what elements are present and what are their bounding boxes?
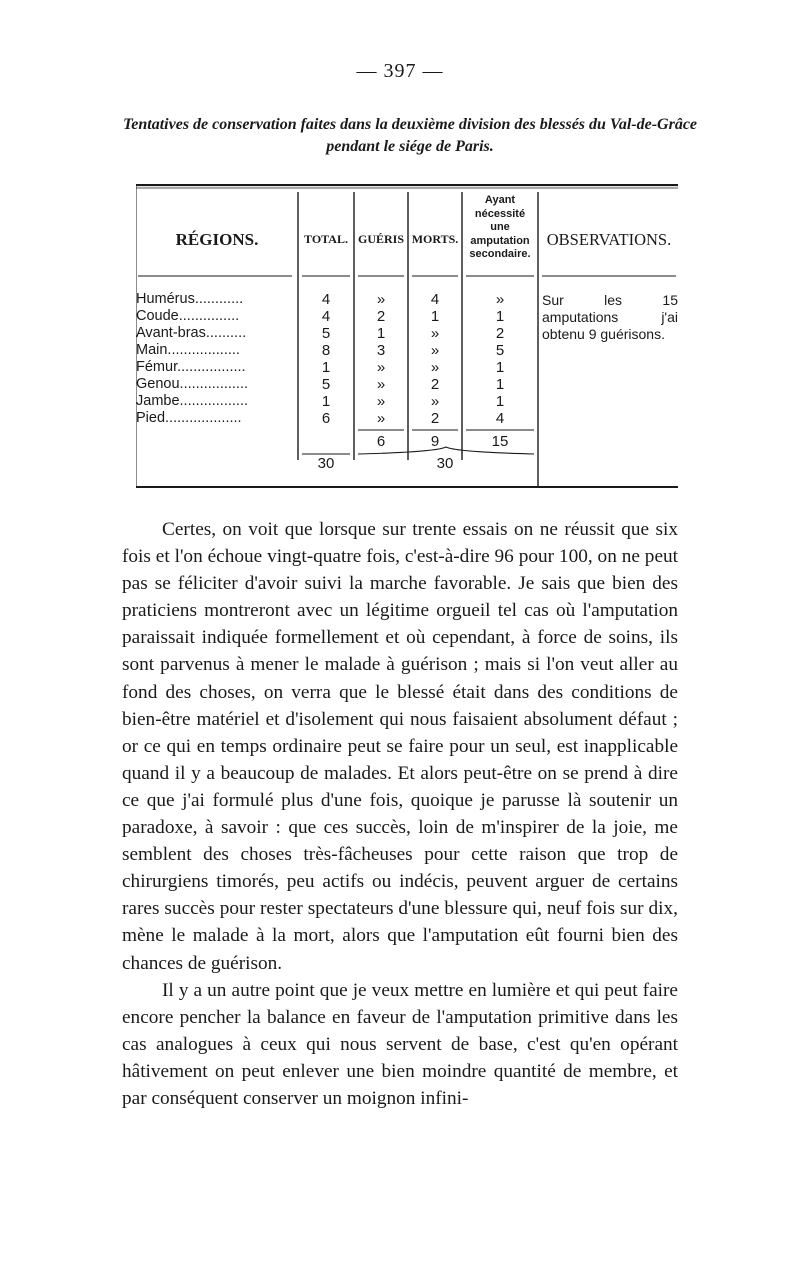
- region-label: Fémur.................: [136, 360, 246, 375]
- morts-value: 2: [430, 376, 440, 393]
- header-morts: MORTS.: [411, 232, 459, 246]
- total-value: 5: [321, 376, 331, 393]
- region-label: Genou.................: [136, 377, 249, 392]
- amputation-value: 1: [495, 359, 505, 376]
- morts-value: »: [430, 359, 440, 376]
- region-label: Jambe.................: [136, 394, 249, 409]
- morts-value: 2: [430, 410, 440, 427]
- morts-value: »: [430, 342, 440, 359]
- observation-note: Sur les 15 amputations j'ai obtenu 9 guérisons.: [542, 292, 678, 342]
- gueris-value: »: [376, 291, 386, 308]
- subtotal-gueris: 6: [376, 433, 386, 450]
- amputation-value: 1: [495, 308, 505, 325]
- region-label: Avant-bras..........: [136, 326, 247, 341]
- paragraph: Certes, on voit que lorsque sur trente essais on ne réussit que six fois et l'on échoue vingt-quatre fois, c'est-à-dire 96 pour 100, on ne peut pas se féliciter d'avoir suivi la marche favorable. Je sais que bien des praticiens montreront avec un légitime orgueil tel cas où l'amputation paraissait indiquée formellement et où cependant, à force de soins, ils sont parvenus à mener le malade à guérison ; mais si l'on veut aller au fond des choses, on verra que le blessé était dans des conditions de bien-être matériel et d'isolement qui nous faisaient absolument défaut ; or ce qui en temps ordinaire peut se faire pour un seul, est inapplicable quand il y a beaucoup de malades. Et alors peut-être on se prend à dire ce que j'ai formulé plus d'une fois, quoique je parusse là soutenir un paradoxe, à savoir : que ces succès, loin de m'inspirer de la joie, me semblent des choses très-fâcheuses pour cette raison que trop de chirurgiens timorés, peu actifs ou indécis, peuvent arguer de certains rares succès pour rester spectateurs d'une blessure qui, neuf fois sur dix, mène le malade à la mort, alors que l'amputation eût fourni bien des chances de guérison.: [122, 519, 678, 974]
- total-value: 6: [321, 410, 331, 427]
- subtotal-morts: 9: [430, 433, 440, 450]
- total-value: 1: [321, 393, 331, 410]
- total-value: 4: [321, 291, 331, 308]
- total-value: 8: [321, 342, 331, 359]
- subtotal-amputation: 15: [491, 433, 509, 450]
- total-value: 4: [321, 308, 331, 325]
- amputation-value: 2: [495, 325, 505, 342]
- morts-value: »: [430, 325, 440, 342]
- gueris-value: 1: [376, 325, 386, 342]
- morts-value: 1: [430, 308, 440, 325]
- amputation-value: 1: [495, 393, 505, 410]
- header-observations: OBSERVATIONS.: [546, 230, 672, 249]
- gueris-value: »: [376, 410, 386, 427]
- region-label: Pied...................: [136, 411, 242, 426]
- header-regions: RÉGIONS.: [175, 230, 259, 249]
- morts-value: »: [430, 393, 440, 410]
- amputation-value: »: [495, 291, 505, 308]
- gueris-value: 3: [376, 342, 386, 359]
- gueris-value: »: [376, 376, 386, 393]
- amputation-value: 4: [495, 410, 505, 427]
- gueris-value: 2: [376, 308, 386, 325]
- region-label: Humérus............: [136, 292, 244, 307]
- total-value: 5: [321, 325, 331, 342]
- header-amputation: Ayant nécessité une amputation secondaire.: [469, 194, 531, 260]
- body-text: [122, 516, 678, 1112]
- amputation-value: 5: [495, 342, 505, 359]
- statistics-table: [136, 184, 678, 490]
- region-label: Coude...............: [136, 309, 240, 324]
- gueris-value: »: [376, 393, 386, 410]
- gueris-value: »: [376, 359, 386, 376]
- morts-value: 4: [430, 291, 440, 308]
- header-gueris: GUÉRIS: [357, 232, 404, 246]
- header-total: TOTAL.: [304, 232, 348, 246]
- amputation-value: 1: [495, 376, 505, 393]
- page-number: — 397 —: [356, 60, 444, 82]
- paragraph: Il y a un autre point que je veux mettre en lumière et qui peut faire encore pencher la balance en faveur de l'amputation primitive dans les cas analogues à ceux qui nous servent de base, c'est qu'en opérant hâtivement on peut enlever une bien moindre quantité de membre, et par conséquent conserver un moignon infini-: [122, 979, 678, 1109]
- grand-total: 30: [317, 455, 335, 472]
- grand-total-outcome: 30: [436, 455, 454, 472]
- region-label: Main..................: [136, 343, 240, 358]
- total-value: 1: [321, 359, 331, 376]
- table-title: Tentatives de conservation faites dans la deuxième division des blessés du Val-de-Grâce pendant le siége de Paris.: [122, 116, 698, 155]
